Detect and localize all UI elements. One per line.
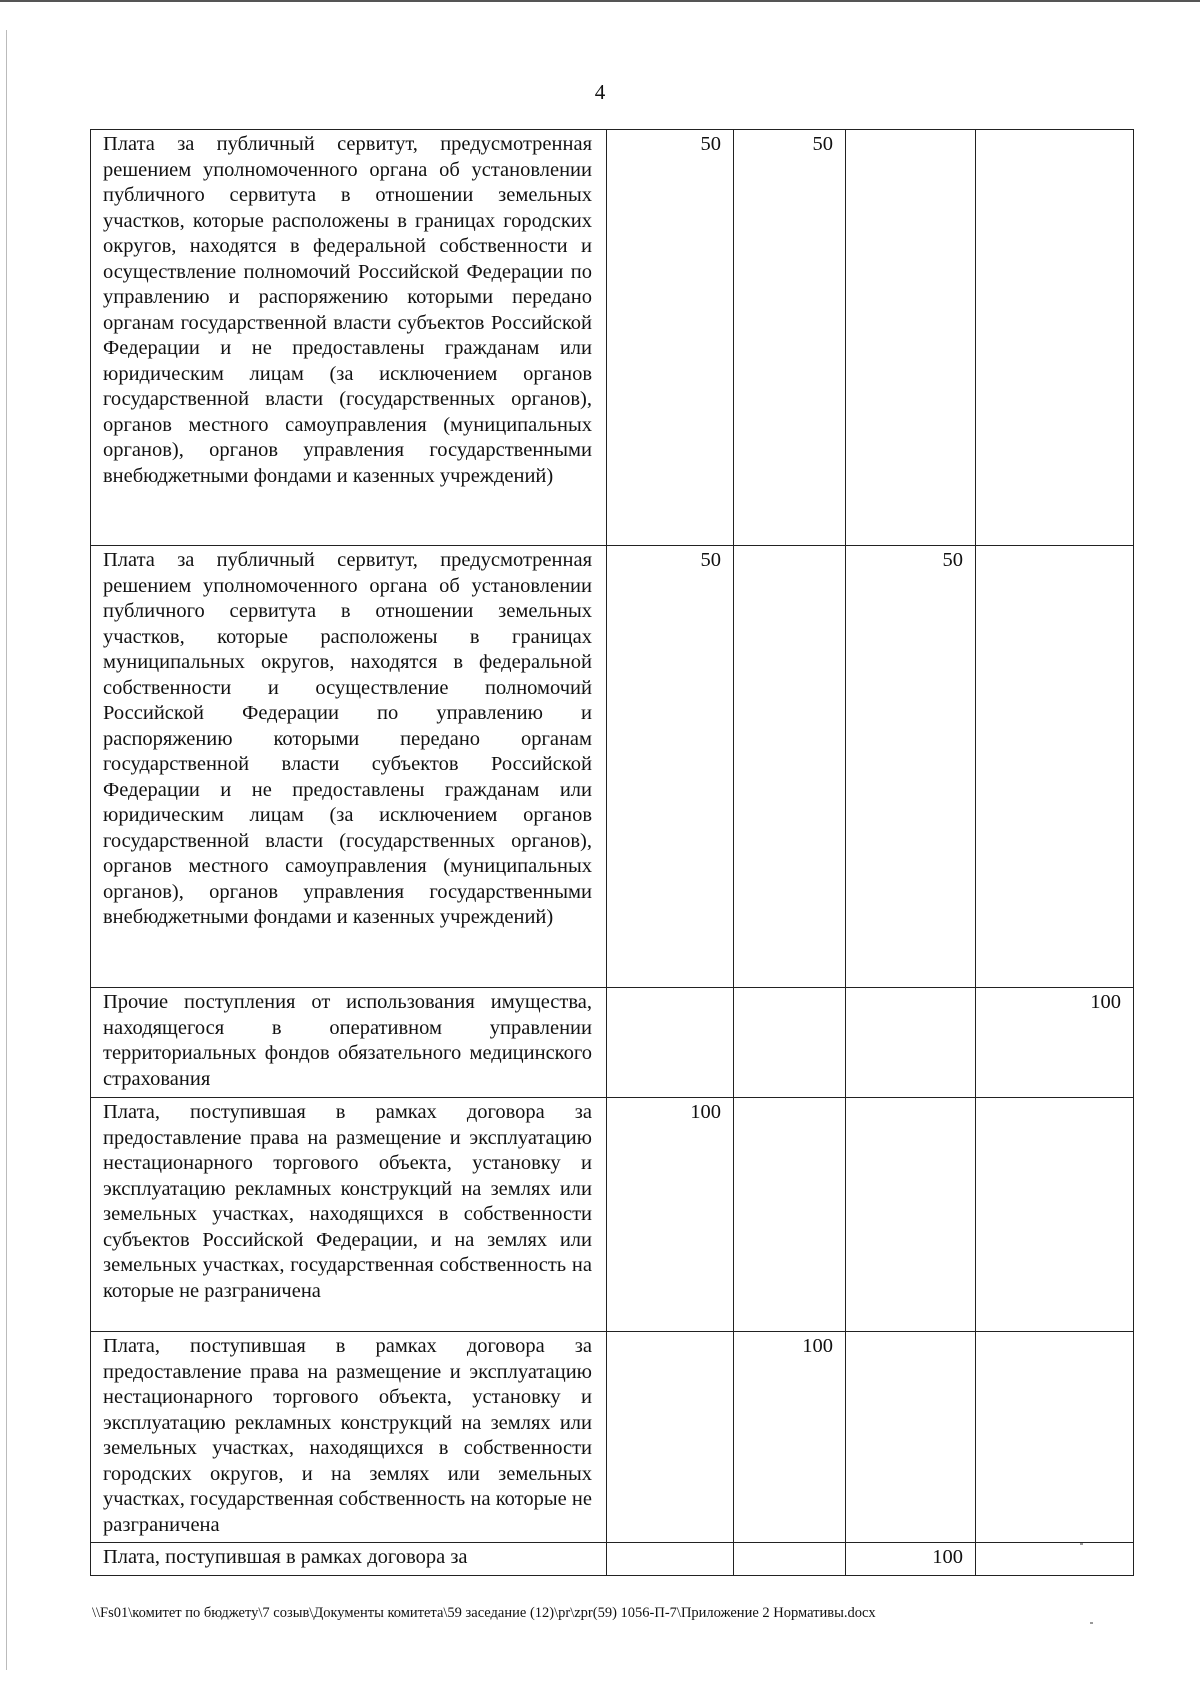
value-cell — [846, 1098, 976, 1332]
row-description: Плата за публичный сервитут, предусмотренная решением уполномоченного органа об установлении публичного сервитута в отношении земельных участков, которые расположены в границах городских округов, находятся в федеральной собственности и осуществление полномочий Российской Федерации по управлению и распоряжению которыми передано органам государственной власти субъектов Российской Федерации и не предоставлены гражданам или юридическим лицам (за исключением органов государственной власти (государственных органов), органов местного самоуправления (муниципальных органов), органов управления государственными внебюджетными фондами и казенных учреждений) — [91, 130, 607, 546]
scan-speck — [1090, 1622, 1093, 1624]
table-row — [91, 130, 1134, 546]
table-row — [91, 1098, 1134, 1332]
row-description: Плата, поступившая в рамках договора за — [91, 1543, 607, 1576]
value-cell — [734, 546, 846, 988]
footer-file-path: \\Fs01\комитет по бюджету\7 созыв\Документы комитета\59 заседание (12)\pr\zpr(59) 1056-П-7\Приложение 2 Нормативы.docx — [92, 1605, 876, 1621]
scan-speck — [1080, 1543, 1083, 1545]
row-description: Плата, поступившая в рамках договора за предоставление права на размещение и эксплуатацию нестационарного торгового объекта, установку и эксплуатацию рекламных конструкций на землях или земельных участках, находящихся в собственности субъектов Российской Федерации, и на землях или земельных участках, государственная собственность на которые не разграничена — [91, 1098, 607, 1332]
table-row — [91, 988, 1134, 1098]
value-cell — [734, 1543, 846, 1576]
value-cell — [607, 1543, 734, 1576]
value-cell — [734, 1098, 846, 1332]
table-row — [91, 1332, 1134, 1543]
value-cell: 100 — [976, 988, 1134, 1098]
row-description: Плата, поступившая в рамках договора за предоставление права на размещение и эксплуатацию нестационарного торгового объекта, установку и эксплуатацию рекламных конструкций на землях или земельных участках, находящихся в собственности городских округов, и на землях или земельных участках, государственная собственность на которые не разграничена — [91, 1332, 607, 1543]
value-cell — [976, 1332, 1134, 1543]
value-cell: 100 — [734, 1332, 846, 1543]
value-cell: 100 — [607, 1098, 734, 1332]
table-row — [91, 1543, 1134, 1576]
norms-table — [90, 129, 1134, 1576]
value-cell — [734, 988, 846, 1098]
scan-edge-top — [0, 0, 1200, 2]
value-cell — [976, 1098, 1134, 1332]
scan-edge-left — [6, 30, 7, 1670]
value-cell — [976, 130, 1134, 546]
value-cell — [846, 1332, 976, 1543]
value-cell: 50 — [607, 130, 734, 546]
value-cell — [846, 988, 976, 1098]
page-number: 4 — [594, 80, 606, 104]
row-description: Прочие поступления от использования имущества, находящегося в оперативном управлении территориальных фондов обязательного медицинского страхования — [91, 988, 607, 1098]
value-cell: 50 — [734, 130, 846, 546]
value-cell: 100 — [846, 1543, 976, 1576]
value-cell — [607, 1332, 734, 1543]
value-cell — [607, 988, 734, 1098]
value-cell — [846, 130, 976, 546]
value-cell: 50 — [846, 546, 976, 988]
table-row — [91, 546, 1134, 988]
row-description: Плата за публичный сервитут, предусмотренная решением уполномоченного органа об установлении публичного сервитута в отношении земельных участков, которые расположены в границах муниципальных округов, находятся в федеральной собственности и осуществление полномочий Российской Федерации по управлению и распоряжению которыми передано органам государственной власти субъектов Российской Федерации и не предоставлены гражданам или юридическим лицам (за исключением органов государственной власти (государственных органов), органов местного самоуправления (муниципальных органов), органов управления государственными внебюджетными фондами и казенных учреждений) — [91, 546, 607, 988]
value-cell: 50 — [607, 546, 734, 988]
value-cell — [976, 546, 1134, 988]
value-cell — [976, 1543, 1134, 1576]
